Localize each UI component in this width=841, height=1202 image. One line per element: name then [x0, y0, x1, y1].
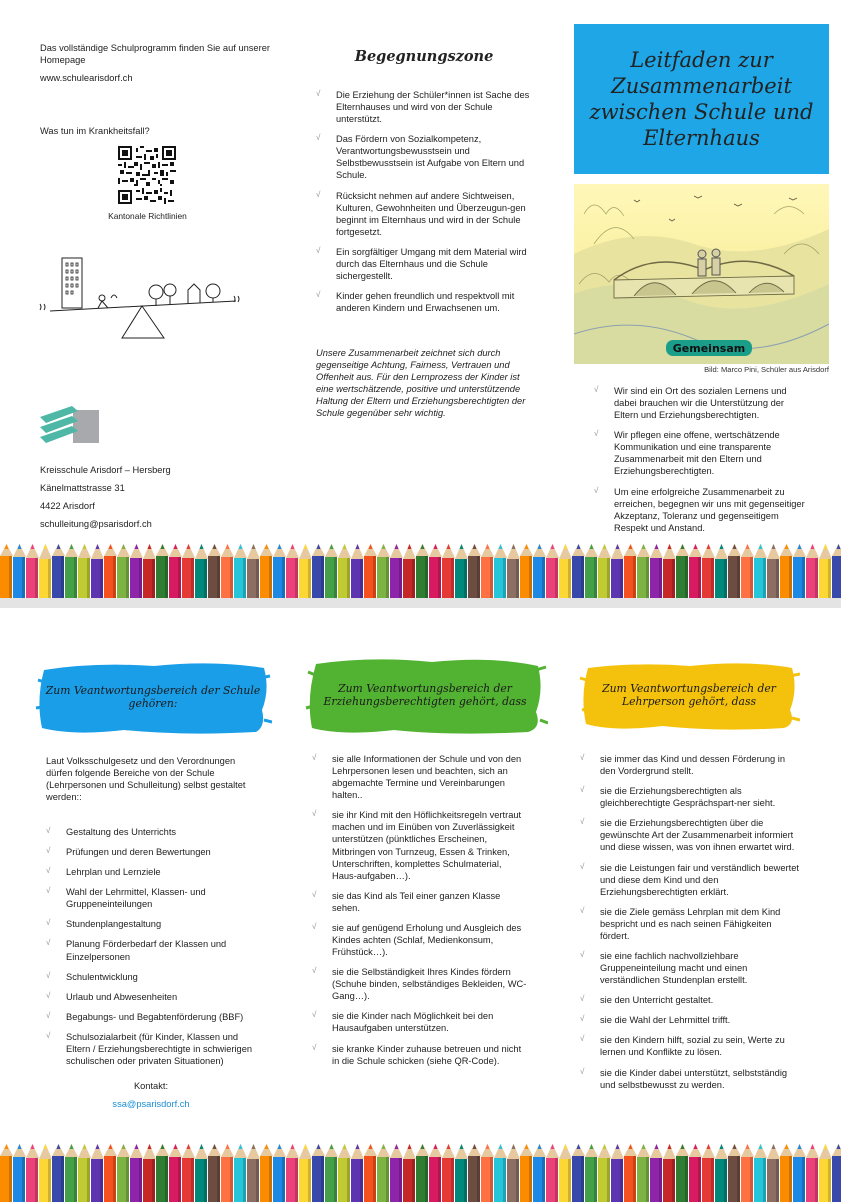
- pencil-decoration: [26, 1144, 39, 1202]
- pencil-decoration: [572, 1144, 585, 1202]
- list-item: √ sie ihr Kind mit den Höflichkeitsregeln vertraut machen und im Einüben von Zuverlässigkeit unterstützen (pünktliches Erscheinen, Mitbringen von Turnzeug, Essen & Trinken, Unterschriften, komplettes Schulmaterial, Haus-aufgaben…).: [312, 809, 527, 881]
- pencil-decoration: [481, 544, 494, 602]
- pencil-decoration: [663, 1144, 676, 1202]
- pencil-decoration: [728, 1144, 741, 1202]
- eltern-heading: Zum Veantwortungsbereich der Erziehungsberechtigten gehört, dass: [323, 682, 527, 708]
- list-item: √ Ein sorgfältiger Umgang mit dem Material wird durch das Elternhaus und die Schule sichergestellt.: [316, 246, 531, 282]
- pencil-border-bottom: [0, 1142, 841, 1202]
- pencil-decoration: [429, 544, 442, 602]
- list-item: √ Die Erziehung der Schüler*innen ist Sache des Elternhauses und wird von der Schule unterstützt.: [316, 89, 531, 125]
- pencil-decoration: [156, 1144, 169, 1202]
- pencil-decoration: [247, 544, 260, 602]
- pencil-decoration: [611, 544, 624, 602]
- pencil-decoration: [585, 544, 598, 602]
- lehrperson-list: [580, 753, 800, 1099]
- pencil-decoration: [637, 1144, 650, 1202]
- pencil-decoration: [351, 1144, 364, 1202]
- pencil-decoration: [403, 544, 416, 602]
- list-item: √ sie die Ziele gemäss Lehrplan mit dem Kind bespricht und es nach seinen Fähigkeiten fördert.: [580, 906, 800, 942]
- pencil-decoration: [650, 1144, 663, 1202]
- pencil-decoration: [819, 1144, 832, 1202]
- pencil-decoration: [52, 544, 65, 602]
- pencil-decoration: [78, 1144, 91, 1202]
- pencil-decoration: [117, 544, 130, 602]
- schule-list: [46, 826, 256, 1075]
- pencil-decoration: [169, 544, 182, 602]
- pencil-decoration: [169, 1144, 182, 1202]
- pencil-decoration: [533, 544, 546, 602]
- list-item: √ Prüfungen und deren Bewertungen: [46, 846, 256, 858]
- pencil-decoration: [546, 544, 559, 602]
- list-item: √ Planung Förderbedarf der Klassen und Einzelpersonen: [46, 938, 256, 962]
- pencil-decoration: [585, 1144, 598, 1202]
- pencil-decoration: [377, 544, 390, 602]
- painting-label: Gemeinsam: [672, 342, 746, 355]
- pencil-decoration: [26, 544, 39, 602]
- pencil-decoration: [260, 544, 273, 602]
- pencil-decoration: [416, 544, 429, 602]
- list-item: √ sie die Erziehungsberechtigten als gleichberechtigte Gesprächspart-ner sieht.: [580, 785, 800, 809]
- schule-heading-splash: [34, 660, 272, 736]
- pencil-decoration: [650, 544, 663, 602]
- pencil-decoration: [65, 1144, 78, 1202]
- pencil-decoration: [0, 544, 13, 602]
- pencil-decoration: [520, 1144, 533, 1202]
- pencil-decoration: [130, 1144, 143, 1202]
- list-item: √ sie auf genügend Erholung und Ausgleich des Kindes achten (Schlaf, Medienkonsum, Frühstück…).: [312, 922, 527, 958]
- list-item: √ Wahl der Lehrmittel, Klassen- und Gruppeneinteilungen: [46, 886, 256, 910]
- list-item: √ sie den Unterricht gestaltet.: [580, 994, 800, 1006]
- pencil-decoration: [702, 544, 715, 602]
- list-item: √ sie die Kinder dabei unterstützt, selbstständig und selbstbewusst zu werden.: [580, 1067, 800, 1091]
- page-divider: [0, 598, 841, 608]
- pencil-decoration: [741, 1144, 754, 1202]
- pencil-decoration: [533, 1144, 546, 1202]
- brochure-title-box: [574, 24, 829, 174]
- brochure-title: Leitfaden zur Zusammenarbeit zwischen Schule und Elternhaus: [589, 47, 814, 151]
- list-item: √ Urlaub und Abwesenheiten: [46, 991, 256, 1003]
- pencil-decoration: [91, 544, 104, 602]
- pencil-decoration: [221, 1144, 234, 1202]
- pencil-decoration: [312, 544, 325, 602]
- pencil-decoration: [91, 1144, 104, 1202]
- list-item: √ Das Fördern von Sozialkompetenz, Verantwortungsbewusstsein und Selbstbewusstsein ist Aufgabe von Eltern und Schule.: [316, 133, 531, 181]
- pencil-decoration: [195, 1144, 208, 1202]
- pencil-decoration: [689, 1144, 702, 1202]
- pencil-decoration: [195, 544, 208, 602]
- pencil-decoration: [390, 1144, 403, 1202]
- address-email[interactable]: schulleitung@psarisdorf.ch: [40, 519, 152, 529]
- pencil-decoration: [273, 1144, 286, 1202]
- pencil-decoration: [689, 544, 702, 602]
- list-item: √ Rücksicht nehmen auf andere Sichtweisen, Kulturen, Gewohnheiten und Überzeugun-gen beginnt im Elternhaus und wird in der Schule fortgesetzt.: [316, 190, 531, 238]
- pencil-decoration: [520, 544, 533, 602]
- pencil-decoration: [494, 1144, 507, 1202]
- eltern-list: [312, 753, 527, 1075]
- pencil-decoration: [156, 544, 169, 602]
- pencil-decoration: [65, 544, 78, 602]
- pencil-decoration: [676, 544, 689, 602]
- homepage-url[interactable]: www.schulearisdorf.ch: [40, 73, 133, 83]
- pencil-decoration: [572, 544, 585, 602]
- homepage-intro: Das vollständige Schulprogramm finden Sie auf unserer Homepage: [40, 43, 270, 66]
- pencil-decoration: [468, 1144, 481, 1202]
- cooperation-statement: Unsere Zusammenarbeit zeichnet sich durch gegenseitige Achtung, Fairness, Vertrauen und Offenheit aus. Für den Lernprozess der Kinder ist eine wertschätzende, positive und unterstützende Haltung der Eltern und Erziehungsberechtigten der Schule gegenüber sehr wichtig.: [316, 348, 526, 419]
- pencil-decoration: [117, 1144, 130, 1202]
- list-item: √ sie das Kind als Teil einer ganzen Klasse sehen.: [312, 890, 527, 914]
- pencil-decoration: [715, 544, 728, 602]
- pencil-decoration: [143, 1144, 156, 1202]
- list-item: √ sie die Erziehungsberechtigten über die gewünschte Art der Zusammenarbeit informiert und diese wissen, was von ihnen erwartet wird.: [580, 817, 800, 853]
- pencil-decoration: [806, 544, 819, 602]
- pencil-decoration: [39, 544, 52, 602]
- list-item: √ Wir sind ein Ort des sozialen Lernens und dabei brauchen wir die Unterstützung der Eltern und Erziehungsberechtigten.: [594, 385, 809, 421]
- pencil-decoration: [780, 544, 793, 602]
- pencil-decoration: [13, 1144, 26, 1202]
- pencil-decoration: [793, 1144, 806, 1202]
- pencil-decoration: [624, 1144, 637, 1202]
- list-item: √ sie eine fachlich nachvollziehbare Gruppeneinteilung macht und einen verständlichen Stundenplan erstellt.: [580, 950, 800, 986]
- address-city: 4422 Arisdorf: [40, 501, 95, 511]
- pencil-decoration: [286, 544, 299, 602]
- list-item: √ Um eine erfolgreiche Zusammenarbeit zu erreichen, begegnen wir uns mit gegenseitiger Akzeptanz, Toleranz und gegenseitigem Respekt und Anstand.: [594, 486, 809, 534]
- pencil-decoration: [507, 544, 520, 602]
- pencil-decoration: [182, 1144, 195, 1202]
- schule-heading: Zum Veantwortungsbereich der Schule gehören:: [45, 684, 261, 710]
- pencil-decoration: [793, 544, 806, 602]
- list-item: √ Kinder gehen freundlich und respektvoll mit anderen Kindern und Erwachsenen um.: [316, 290, 531, 314]
- pencil-decoration: [507, 1144, 520, 1202]
- pencil-decoration: [442, 1144, 455, 1202]
- pencil-decoration: [598, 1144, 611, 1202]
- list-item: √ sie die Kinder nach Möglichkeit bei den Hausaufgaben unterstützen.: [312, 1010, 527, 1034]
- pencil-decoration: [832, 544, 841, 602]
- lehrperson-heading-splash: [578, 660, 800, 732]
- pencil-decoration: [728, 544, 741, 602]
- cover-painting: [574, 184, 829, 364]
- pencil-decoration: [598, 544, 611, 602]
- pencil-decoration: [208, 544, 221, 602]
- pencil-border-top: [0, 542, 841, 602]
- pencil-decoration: [611, 1144, 624, 1202]
- list-item: √ sie die Leistungen fair und verständlich bewertet und diese dem Kind und den Erziehungsberechtigten erklärt.: [580, 862, 800, 898]
- pencil-decoration: [468, 544, 481, 602]
- list-item: √ sie den Kindern hilft, sozial zu sein, Werte zu lernen und Konflikte zu lösen.: [580, 1034, 800, 1058]
- pencil-decoration: [780, 1144, 793, 1202]
- contact-email-link[interactable]: ssa@psarisdorf.ch: [112, 1099, 190, 1109]
- pencil-decoration: [494, 544, 507, 602]
- pencil-decoration: [338, 1144, 351, 1202]
- pencil-decoration: [442, 544, 455, 602]
- cover-list: [594, 385, 809, 542]
- pencil-decoration: [429, 1144, 442, 1202]
- pencil-decoration: [130, 544, 143, 602]
- pencil-decoration: [13, 544, 26, 602]
- pencil-decoration: [0, 1144, 13, 1202]
- pencil-decoration: [754, 544, 767, 602]
- pencil-decoration: [559, 1144, 572, 1202]
- list-item: √ Stundenplangestaltung: [46, 918, 256, 930]
- qr-code-icon[interactable]: [118, 146, 176, 204]
- begegnung-list: [316, 89, 531, 322]
- school-logo: [40, 406, 100, 444]
- contact-label: Kontakt:: [133, 1081, 169, 1091]
- pencil-decoration: [377, 1144, 390, 1202]
- pencil-decoration: [416, 1144, 429, 1202]
- pencil-decoration: [208, 1144, 221, 1202]
- pencil-decoration: [715, 1144, 728, 1202]
- list-item: √ sie alle Informationen der Schule und von den Lehrpersonen lesen und beachten, sich an abgemachte Termine und Vereinbarungen halten..: [312, 753, 527, 801]
- pencil-decoration: [325, 544, 338, 602]
- pencil-decoration: [182, 544, 195, 602]
- list-item: √ Gestaltung des Unterrichts: [46, 826, 256, 838]
- pencil-decoration: [39, 1144, 52, 1202]
- pencil-decoration: [221, 544, 234, 602]
- qr-caption: Kantonale Richtlinien: [108, 211, 187, 221]
- pencil-decoration: [286, 1144, 299, 1202]
- pencil-decoration: [637, 544, 650, 602]
- lehrperson-heading: Zum Veantwortungsbereich der Lehrperson gehört, dass: [602, 682, 776, 708]
- pencil-decoration: [819, 544, 832, 602]
- pencil-decoration: [78, 544, 91, 602]
- pencil-decoration: [338, 544, 351, 602]
- pencil-decoration: [52, 1144, 65, 1202]
- pencil-decoration: [455, 1144, 468, 1202]
- pencil-decoration: [104, 1144, 117, 1202]
- pencil-decoration: [234, 1144, 247, 1202]
- pencil-decoration: [234, 544, 247, 602]
- pencil-decoration: [663, 544, 676, 602]
- eltern-heading-splash: [302, 656, 548, 736]
- pencil-decoration: [754, 1144, 767, 1202]
- address-street: Känelmattstrasse 31: [40, 483, 125, 493]
- pencil-decoration: [702, 1144, 715, 1202]
- pencil-decoration: [325, 1144, 338, 1202]
- painting-credit: Bild: Marco Pini, Schüler aus Arisdorf: [704, 365, 829, 374]
- pencil-decoration: [455, 544, 468, 602]
- pencil-decoration: [481, 1144, 494, 1202]
- pencil-decoration: [559, 544, 572, 602]
- list-item: √ sie immer das Kind und dessen Förderung in den Vordergrund stellt.: [580, 753, 800, 777]
- pencil-decoration: [676, 1144, 689, 1202]
- pencil-decoration: [364, 1144, 377, 1202]
- pencil-decoration: [767, 544, 780, 602]
- schule-intro: Laut Volksschulgesetz und den Verordnungen dürfen folgende Bereiche von der Schule (Lehrpersonen und Schulleitung) selbst gestaltet werden::: [46, 756, 246, 803]
- list-item: √ Begabungs- und Begabtenförderung (BBF): [46, 1011, 256, 1023]
- pencil-decoration: [273, 544, 286, 602]
- pencil-decoration: [741, 544, 754, 602]
- pencil-decoration: [299, 1144, 312, 1202]
- list-item: √ sie die Selbständigkeit Ihres Kindes fördern (Schuhe binden, selbständiges Bekleiden, WC-Gang…).: [312, 966, 527, 1002]
- pencil-decoration: [312, 1144, 325, 1202]
- list-item: √ sie kranke Kinder zuhause betreuen und nicht in die Schule schicken (siehe QR-Code).: [312, 1043, 527, 1067]
- pencil-decoration: [832, 1144, 841, 1202]
- address-school: Kreisschule Arisdorf – Hersberg: [40, 465, 171, 475]
- pencil-decoration: [403, 1144, 416, 1202]
- pencil-decoration: [390, 544, 403, 602]
- pencil-decoration: [143, 544, 156, 602]
- pencil-decoration: [767, 1144, 780, 1202]
- pencil-decoration: [260, 1144, 273, 1202]
- pencil-decoration: [806, 1144, 819, 1202]
- seesaw-sketch-illustration: [38, 252, 248, 342]
- begegnung-heading: Begegnungszone: [354, 48, 494, 65]
- pencil-decoration: [364, 544, 377, 602]
- list-item: √ Lehrplan und Lernziele: [46, 866, 256, 878]
- pencil-decoration: [624, 544, 637, 602]
- pencil-decoration: [104, 544, 117, 602]
- list-item: √ Wir pflegen eine offene, wertschätzende Kommunikation und eine transparente Zusammenarbeit mit den Eltern und Erziehungsberechtigten.: [594, 429, 809, 477]
- illness-question: Was tun im Krankheitsfall?: [40, 126, 150, 136]
- pencil-decoration: [546, 1144, 559, 1202]
- pencil-decoration: [247, 1144, 260, 1202]
- pencil-decoration: [299, 544, 312, 602]
- list-item: √ sie die Wahl der Lehrmittel trifft.: [580, 1014, 800, 1026]
- list-item: √ Schulentwicklung: [46, 971, 256, 983]
- list-item: √ Schulsozialarbeit (für Kinder, Klassen und Eltern / Erziehungsberechtigte in schwierigen schulischen oder privaten Situationen): [46, 1031, 256, 1067]
- pencil-decoration: [351, 544, 364, 602]
